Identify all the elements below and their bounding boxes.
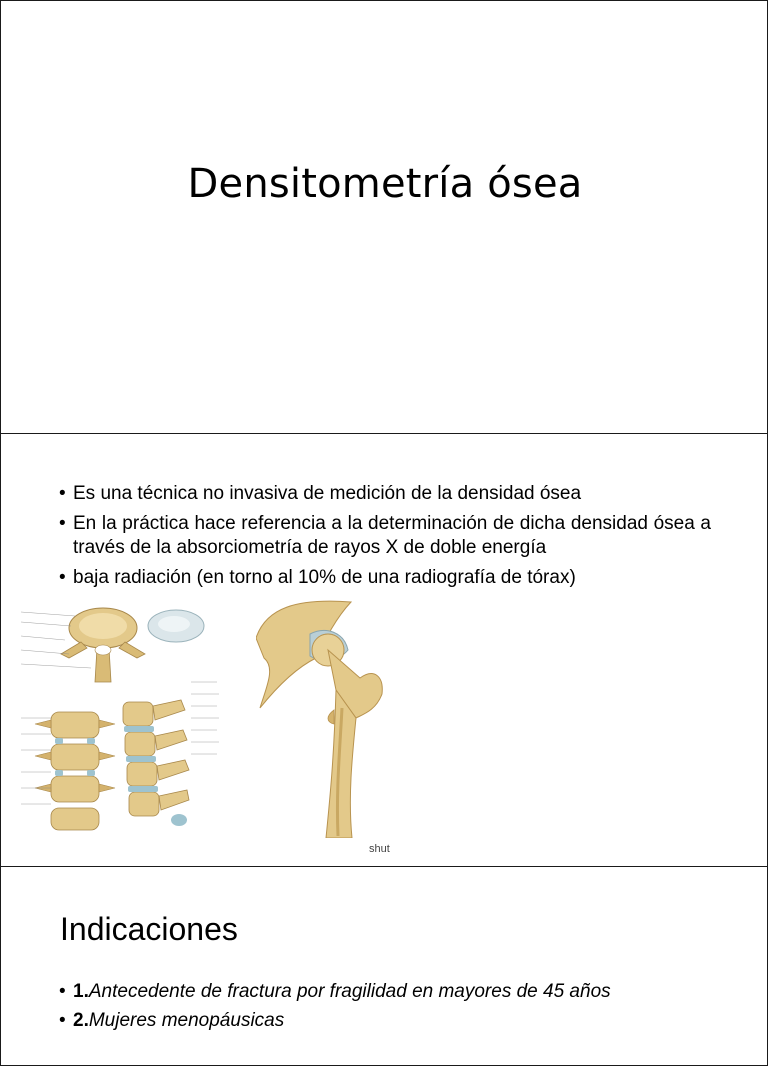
image-caption: shut — [369, 843, 390, 855]
slide-indications — [0, 866, 768, 1066]
slide-title-text: Densitometría ósea — [187, 161, 583, 207]
spine-anatomy-image — [21, 602, 231, 838]
indication-item — [59, 980, 749, 1004]
indication-text: Antecedente de fractura por fragilidad en mayores de 45 años — [88, 981, 611, 1002]
indication-item — [59, 1009, 749, 1033]
bullet-item: • baja radiación (en torno al 10% de una radiografía de tórax) — [59, 566, 711, 590]
indication-text: Mujeres menopáusicas — [88, 1010, 285, 1031]
indication-number: 1. — [73, 981, 89, 1002]
slide-definition — [0, 433, 768, 867]
indication-number: 2. — [73, 1010, 89, 1031]
slide-title — [0, 0, 768, 434]
indications-list — [59, 980, 749, 1038]
indications-title: Indicaciones — [60, 911, 238, 947]
femur-anatomy-image — [256, 598, 391, 838]
definition-bullet-list — [59, 482, 711, 596]
bullet-item: • En la práctica hace referencia a la determinación de dicha densidad ósea a través de la absorciometría de rayos X de doble energía — [59, 512, 711, 560]
bullet-item: • Es una técnica no invasiva de medición de la densidad ósea — [59, 482, 711, 506]
